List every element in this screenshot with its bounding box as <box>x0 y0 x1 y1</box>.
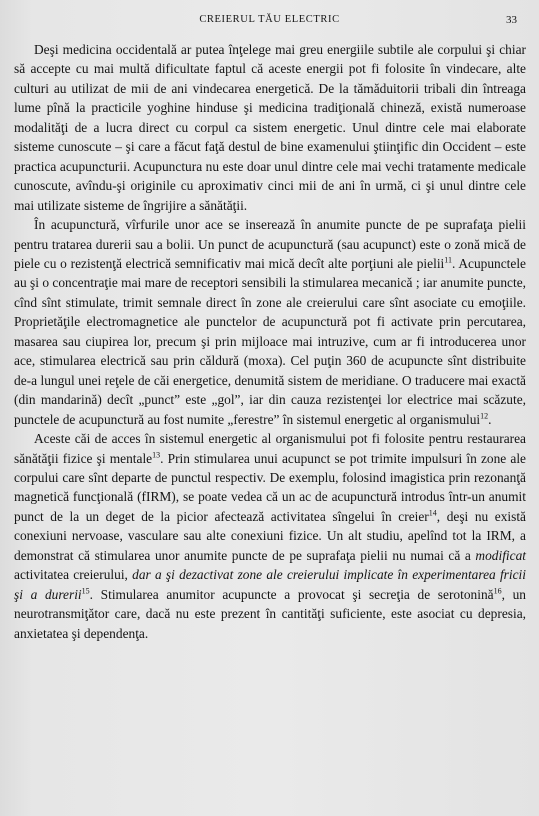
running-head <box>0 12 539 30</box>
text-run: În acupunctură, vîrfurile unor ace se inserează în anumite puncte de pe suprafaţa pielii pentru tratarea durerii sau a bolii. Un punct de acupunctură (sau acupunct) este o zonă mică de piele cu o rezistenţă electrică semnificativ mai mică decît alte porţiuni ale pielii <box>14 217 526 271</box>
paragraph <box>14 429 526 643</box>
emphasized-text: dar a şi dezactivat zone ale creierului implicate în experimentarea fricii şi a durerii <box>14 567 527 602</box>
body-text <box>14 40 526 643</box>
text-run: . Prin stimularea unui acupunct se pot trimite impulsuri în zone ale corpului care sînt departe de punctul respectiv. De exemplu, folosind imagistica prin rezonanţă magnetică funcţională (fIRM), se poate vedea că un ac de acupunctură introdus într-un anumit punct de la un deget de la picior afectează activitatea sîngelui în creier <box>14 450 526 524</box>
text-run: , un neurotransmiţător care, dacă nu este prezent în cantităţi suficiente, este asociat cu depresia, anxietatea şi dependenţa. <box>14 586 526 641</box>
footnote-reference: 14 <box>428 508 437 518</box>
text-run: . Acupunctele au şi o concentraţie mai mare de receptori sensibili la stimularea mecanică ; iar anumite puncte, cînd sînt stimulate, trimit semnale direct în zone ale creierului care sînt asociate cu emoţiile. Proprietăţile electromagnetice ale punctelor de acupunctură pot fi activate prin percutarea, masarea sau ciupirea lor, precum şi prin mijloace mai intruzive, cum ar fi introducerea unor ace, stimularea electrică sau prin căldură (moxa). Cel puţin 360 de acupuncte sînt distribuite de-a lungul unei reţele de căi energetice, denumită sistem de meridiane. O traducere mai exactă (din mandarină) decît „punct” este „gol”, iar din cauza rezistenţei lor electrice mai scăzute, punctele de acupunctură au fost numite „ferestre” în sistemul energetic al organismului <box>14 255 527 427</box>
text-run: activitatea creierului, <box>14 567 133 583</box>
paragraph <box>14 215 526 429</box>
paragraph <box>14 40 526 215</box>
footnote-reference: 11 <box>444 255 452 265</box>
text-run: Deşi medicina occidentală ar putea înţelege mai greu energiile subtile ale corpului şi chiar să accepte cu mai multă dificultate faptul că aceste energii pot fi folosite în vindecare, alte culturi au utilizat de mii de ani vindecarea energetică. De la tămăduitorii tribali din întreaga lume pînă la practicile yoghine hinduse şi medicina tradiţională chineză, există numeroase modalităţi de a lucra direct cu corpul ca sistem energetic. Unul dintre cele mai elaborate sisteme cunoscute – şi care a făcut faţă destul de bine examenului ştiinţific din Occident – este practica acupuncturii. Acupunctura nu este doar unul dintre cele mai vechi tratamente medicale cunoscute, avîndu-şi originile cu aproximativ cinci mii de ani în urmă, ci şi unul dintre cele mai utilizate sisteme de îngrijire a sănătăţii. <box>14 42 526 213</box>
page-number: 33 <box>506 14 517 26</box>
text-run: , deşi nu există conexiuni nervoase, vasculare sau alte conexiuni fizice. Un alt studiu, apelînd tot la IRM, a demonstrat că stimularea unor anumite puncte de pe suprafaţa pielii nu numai că a <box>14 508 527 563</box>
footnote-reference: 13 <box>152 450 161 460</box>
footnote-reference: 15 <box>81 586 90 596</box>
footnote-reference: 16 <box>493 586 502 596</box>
text-run: . Stimularea anumitor acupuncte a provocat şi secreţia de serotonină <box>89 586 494 602</box>
running-title: CREIERUL TĂU ELECTRIC <box>199 14 340 25</box>
emphasized-text: modificat <box>475 547 526 563</box>
footnote-reference: 12 <box>480 411 489 421</box>
text-run: . <box>488 411 492 427</box>
text-run: Aceste căi de acces în sistemul energetic al organismului pot fi folosite pentru restaurarea sănătăţii fizice şi mentale <box>14 431 526 466</box>
